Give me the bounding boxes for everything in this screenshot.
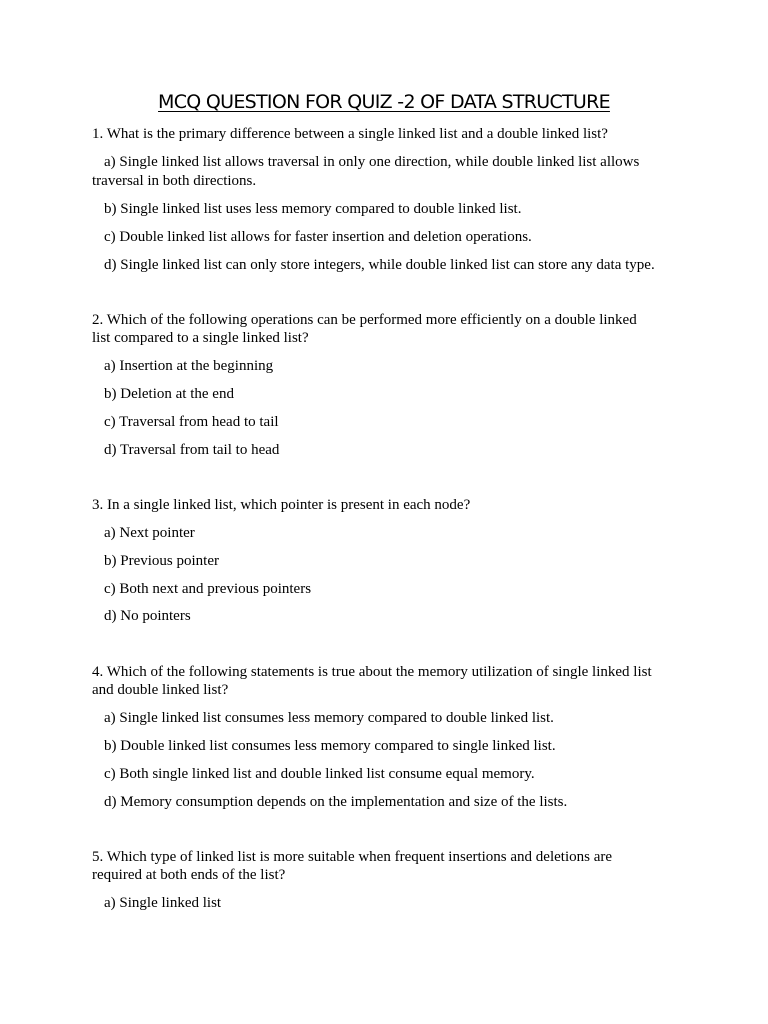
q4-option-c: c) Both single linked list and double linked list consume equal memory. (104, 766, 535, 782)
q1-option-a: a) Single linked list allows traversal in only one direction, while double linked list allows (104, 154, 640, 170)
q4-option-a: a) Single linked list consumes less memory compared to double linked list. (104, 710, 554, 726)
question-3: 3. In a single linked list, which pointer is present in each node? (92, 497, 471, 513)
question-2-continued: list compared to a single linked list? (92, 330, 309, 346)
q3-option-b: b) Previous pointer (104, 553, 219, 569)
question-5: 5. Which type of linked list is more suitable when frequent insertions and deletions are (92, 849, 613, 865)
q4-option-b: b) Double linked list consumes less memory compared to single linked list. (104, 738, 556, 754)
q2-option-d: d) Traversal from tail to head (104, 442, 280, 458)
q1-option-b: b) Single linked list uses less memory compared to double linked list. (104, 201, 522, 217)
q4-option-d: d) Memory consumption depends on the implementation and size of the lists. (104, 794, 568, 810)
question-4: 4. Which of the following statements is true about the memory utilization of single linked list (92, 664, 652, 680)
q2-option-a: a) Insertion at the beginning (104, 358, 274, 374)
q1-option-c: c) Double linked list allows for faster insertion and deletion operations. (104, 229, 532, 245)
question-5-continued: required at both ends of the list? (92, 867, 286, 883)
question-2: 2. Which of the following operations can be performed more efficiently on a double linked (92, 312, 637, 328)
q1-option-d: d) Single linked list can only store integers, while double linked list can store any data type. (104, 257, 655, 273)
q3-option-d: d) No pointers (104, 608, 191, 624)
question-1: 1. What is the primary difference between a single linked list and a double linked list? (92, 126, 608, 142)
page-title: MCQ QUESTION FOR QUIZ -2 OF DATA STRUCTURE (158, 91, 610, 113)
question-4-continued: and double linked list? (92, 682, 229, 698)
q5-option-a: a) Single linked list (104, 895, 222, 911)
q1-option-a-continued: traversal in both directions. (92, 173, 257, 189)
q3-option-c: c) Both next and previous pointers (104, 581, 312, 597)
q3-option-a: a) Next pointer (104, 525, 195, 541)
q2-option-b: b) Deletion at the end (104, 386, 234, 402)
q2-option-c: c) Traversal from head to tail (104, 414, 279, 430)
